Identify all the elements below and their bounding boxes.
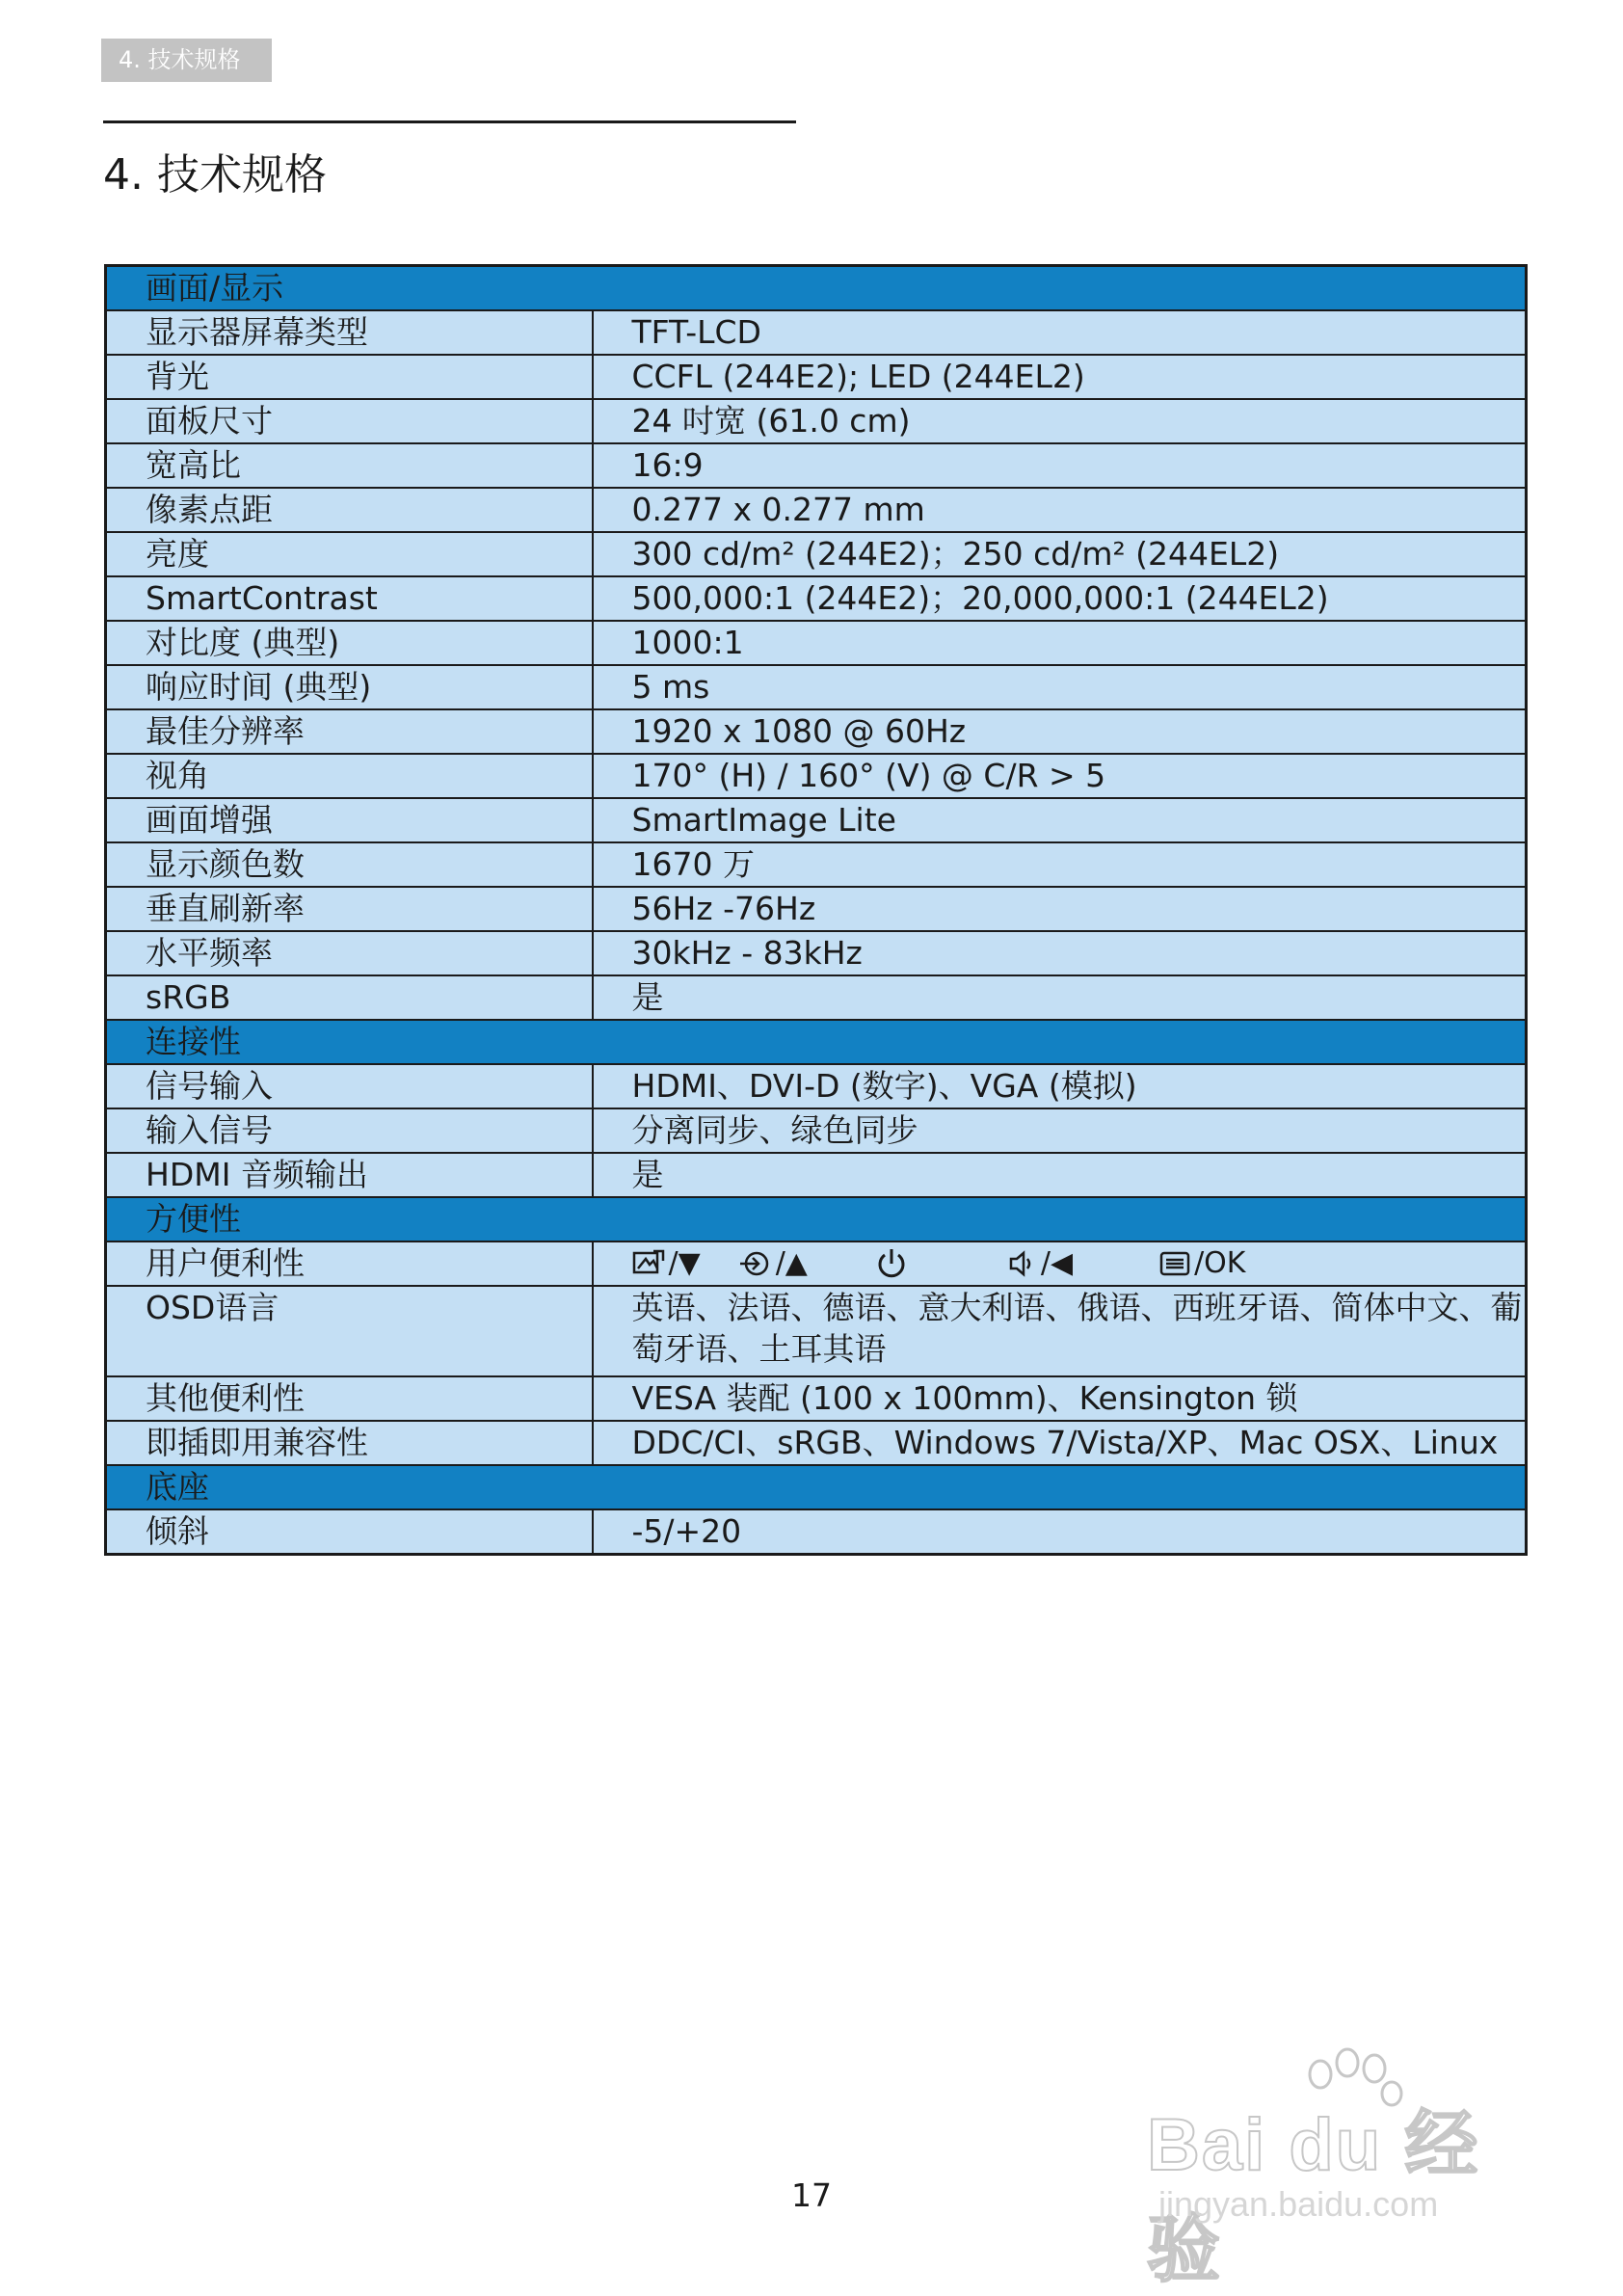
spec-label: sRGB [106, 975, 593, 1020]
spec-value: 170° (H) / 160° (V) @ C/R > 5 [593, 754, 1527, 798]
smartimage-icon [632, 1249, 665, 1278]
spec-label: 响应时间 (典型) [106, 665, 593, 709]
watermark-url: jingyan.baidu.com [1158, 2184, 1439, 2224]
spec-value: 是 [593, 1153, 1527, 1197]
control-power [875, 1247, 912, 1280]
spec-label: 画面增强 [106, 798, 593, 842]
spec-value: 5 ms [593, 665, 1527, 709]
spec-row [106, 754, 1527, 798]
menu-icon [1159, 1250, 1190, 1277]
category-label: 连接性 [106, 1020, 1527, 1064]
spec-row [106, 1286, 1527, 1376]
spec-label: OSD语言 [106, 1286, 593, 1376]
spec-row [106, 1108, 1527, 1153]
spec-label: 背光 [106, 355, 593, 399]
watermark-brand: Bai du 经验 [1147, 2104, 1480, 2291]
spec-label: 显示器屏幕类型 [106, 310, 593, 355]
spec-label: HDMI 音频输出 [106, 1153, 593, 1197]
control-smartimage [632, 1242, 701, 1285]
volume-icon [1008, 1249, 1037, 1278]
spec-row [106, 798, 1527, 842]
spec-value: VESA 装配 (100 x 100mm)、Kensington 锁 [593, 1376, 1527, 1421]
spec-row [106, 1509, 1527, 1555]
spec-row [106, 1376, 1527, 1421]
spec-value: 英语、法语、德语、意大利语、俄语、西班牙语、简体中文、葡萄牙语、土耳其语 [593, 1286, 1527, 1376]
spec-label: 宽高比 [106, 443, 593, 488]
spec-label: 用户便利性 [106, 1241, 593, 1286]
spec-value: 分离同步、绿色同步 [593, 1108, 1527, 1153]
spec-label: 视角 [106, 754, 593, 798]
spec-label: 倾斜 [106, 1509, 593, 1555]
spec-row [106, 1064, 1527, 1108]
spec-row [106, 1421, 1527, 1465]
spec-value: 1670 万 [593, 842, 1527, 887]
control-volume [1008, 1242, 1073, 1285]
spec-value: CCFL (244E2); LED (244EL2) [593, 355, 1527, 399]
spec-label: 其他便利性 [106, 1376, 593, 1421]
spec-label: 垂直刷新率 [106, 887, 593, 931]
spec-row [106, 621, 1527, 665]
spec-label: 亮度 [106, 532, 593, 576]
spec-value: 1920 x 1080 @ 60Hz [593, 709, 1527, 754]
spec-row [106, 355, 1527, 399]
category-label: 方便性 [106, 1197, 1527, 1241]
spec-value: -5/+20 [593, 1509, 1527, 1555]
control-buttons [632, 1242, 1526, 1285]
power-icon [875, 1247, 908, 1280]
spec-value: DDC/CI、sRGB、Windows 7/Vista/XP、Mac OSX、Linux [593, 1421, 1527, 1465]
page-title: 4. 技术规格 [103, 150, 327, 200]
spec-value: 16:9 [593, 443, 1527, 488]
spec-value: HDMI、DVI-D (数字)、VGA (模拟) [593, 1064, 1527, 1108]
spec-label: 最佳分辨率 [106, 709, 593, 754]
spec-value: 300 cd/m² (244E2)；250 cd/m² (244EL2) [593, 532, 1527, 576]
category-label: 画面/显示 [106, 266, 1527, 311]
spec-label: 输入信号 [106, 1108, 593, 1153]
spec-label: 像素点距 [106, 488, 593, 532]
spec-table [104, 264, 1528, 1556]
spec-row [106, 1153, 1527, 1197]
spec-label: 水平频率 [106, 931, 593, 975]
spec-label: 对比度 (典型) [106, 621, 593, 665]
control-menu [1159, 1242, 1245, 1285]
spec-row [106, 532, 1527, 576]
spec-value: 0.277 x 0.277 mm [593, 488, 1527, 532]
spec-row [106, 709, 1527, 754]
watermark [1147, 2047, 1542, 2291]
spec-value: 30kHz - 83kHz [593, 931, 1527, 975]
spec-label: 信号输入 [106, 1064, 593, 1108]
category-label: 底座 [106, 1465, 1527, 1509]
spec-label: 显示颜色数 [106, 842, 593, 887]
spec-row [106, 399, 1527, 443]
spec-row [106, 665, 1527, 709]
spec-value: SmartImage Lite [593, 798, 1527, 842]
spec-row [106, 975, 1527, 1020]
category-row [106, 1020, 1527, 1064]
spec-row [106, 576, 1527, 621]
spec-value: TFT-LCD [593, 310, 1527, 355]
spec-label: SmartContrast [106, 576, 593, 621]
control-suffix: /OK [1194, 1246, 1246, 1280]
control-input [739, 1242, 808, 1285]
spec-row [106, 842, 1527, 887]
spec-row [106, 1241, 1527, 1286]
spec-value: 是 [593, 975, 1527, 1020]
page-number: 17 [791, 2176, 832, 2214]
spec-value: 56Hz -76Hz [593, 887, 1527, 931]
spec-row [106, 887, 1527, 931]
spec-value: 24 吋宽 (61.0 cm) [593, 399, 1527, 443]
spec-label: 面板尺寸 [106, 399, 593, 443]
category-row [106, 266, 1527, 311]
spec-value [593, 1241, 1527, 1286]
control-suffix: /▼ [668, 1246, 701, 1280]
spec-row [106, 443, 1527, 488]
spec-value: 500,000:1 (244E2)；20,000,000:1 (244EL2) [593, 576, 1527, 621]
header-divider [103, 120, 796, 123]
category-row [106, 1465, 1527, 1509]
spec-row [106, 931, 1527, 975]
category-row [106, 1197, 1527, 1241]
spec-label: 即插即用兼容性 [106, 1421, 593, 1465]
spec-row [106, 488, 1527, 532]
spec-value: 1000:1 [593, 621, 1527, 665]
control-suffix: /▲ [775, 1246, 808, 1280]
spec-row [106, 310, 1527, 355]
control-suffix: /◀ [1040, 1246, 1074, 1280]
header-section-tab: 4. 技术规格 [101, 39, 272, 82]
input-icon [739, 1249, 772, 1278]
